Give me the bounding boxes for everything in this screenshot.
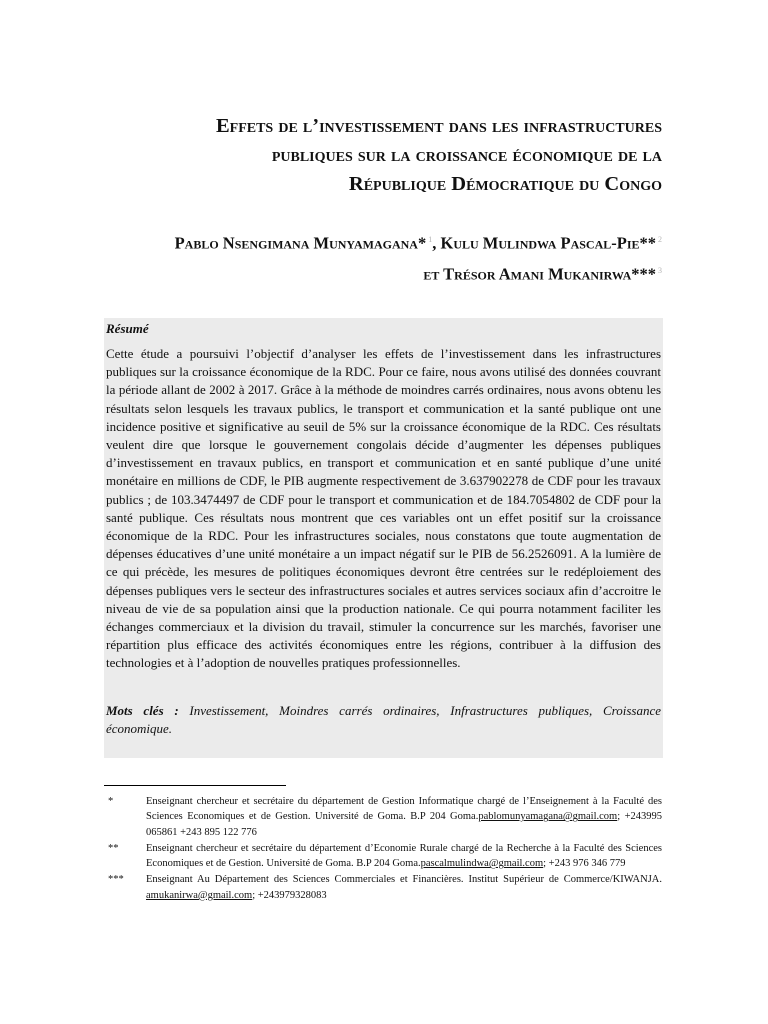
footnotes bbox=[104, 794, 662, 904]
keywords bbox=[106, 702, 661, 738]
title-line-3: République Démocratique du Congo bbox=[348, 173, 662, 195]
footnote-body: Enseignant chercheur et secrétaire du département d’Economie Rurale chargé de la Recherche à la Faculté des Sciences Economiques et de Gestion. Université de Goma. B.P 204 Goma. bbox=[146, 842, 662, 870]
footnote-body: Enseignant chercheur et secrétaire du département de Gestion Informatique chargé de l’Enseignement à la Faculté des Sciences Economiques et de Gestion. Université de Goma. B.P 204 Goma. bbox=[146, 796, 662, 823]
footnote bbox=[104, 872, 662, 903]
author-name: Pablo Nsengimana Munyamagana* bbox=[174, 233, 427, 253]
footnote-ref[interactable]: 3 bbox=[658, 265, 662, 275]
footnote-ref[interactable]: 1 bbox=[428, 235, 433, 244]
author-name: Kulu Mulindwa Pascal-Pie** bbox=[440, 233, 656, 253]
footnote-mark: * bbox=[108, 796, 114, 807]
abstract-heading: Résumé bbox=[106, 321, 149, 336]
title-line-1: Effets de l’investissement dans les infrastructures bbox=[215, 115, 662, 137]
footnote-body: Enseignant Au Département des Sciences Commerciales et Financières. Institut Supérieur de Commerce/KIWANJA. bbox=[146, 874, 662, 886]
authors-line-2 bbox=[104, 257, 662, 288]
abstract-body: Cette étude a poursuivi l’objectif d’analyser les effets de l’investissement dans les infrastructures publiques sur la croissance économique de la RDC. Pour ce faire, nous avons utilisé des données couvrant la période allant de 2002 à 2017. Grâce à la méthode de moindres carrés ordinaires, nous avons obtenu les résultats selon lesquels les travaux publics, le transport et communication et la santé publique ont une incidence positive et significative au seuil de 5% sur la croissance économique de la RDC. Ces résultats veulent dire que lorsque le gouvernement congolais décide d’augmenter les dépenses publiques d’investissement en travaux publics, en transport et communication et en santé publique d’une unité monétaire en millions de CDF, le PIB augmente respectivement de 3.637902278 de CDF pour les travaux publics ; de 103.3474497 de CDF pour le transport et communication et de 184.7054802 de CDF pour la santé publique. Ces résultats nous montrent que ces variables ont un effet positif sur la croissance économique de la RDC. Pour les infrastructures sociales, nous constatons que toute augmentation de dépenses éducatives d’une unité monétaire a un impact négatif sur le PIB de 56.2526091. A la lumière de ce qui précède, les mesures de politiques économiques devront être centrées sur le redéploiement des dépenses publiques vers le secteur des infrastructures sociales et autres services sociaux afin d’accroitre le niveau de vie de sa population ainsi que la production nationale. Ce qui pourra notamment faciliter les échanges commerciaux et la division du travail, stimuler la concurrence sur les marchés, favoriser une répartition plus efficace des activités économiques entre les régions, contribuer à la diffusion des technologies et à l’adoption de nouvelles pratiques professionnelles. bbox=[106, 346, 661, 671]
keywords-text: Investissement, Moindres carrés ordinaires, Infrastructures publiques, Croissance économique. bbox=[106, 703, 661, 736]
email-link[interactable]: pascalmulindwa@gmail.com bbox=[420, 858, 544, 870]
footnote bbox=[104, 841, 662, 872]
email-link[interactable]: pablomunyamagana@gmail.com bbox=[478, 811, 618, 823]
email-link[interactable]: amukanirwa@gmail.com bbox=[146, 889, 253, 901]
paper-title bbox=[104, 112, 662, 199]
footnote bbox=[104, 794, 662, 840]
footnote-text bbox=[146, 794, 662, 840]
author-list bbox=[104, 226, 662, 287]
footnote-text bbox=[146, 841, 662, 872]
author-separator: , bbox=[432, 233, 441, 253]
footnote-mark: *** bbox=[108, 874, 124, 886]
title-line-2: publiques sur la croissance économique de la bbox=[271, 144, 662, 166]
footnote-phone: ; +243 976 346 779 bbox=[543, 858, 626, 870]
footnote-divider bbox=[104, 785, 286, 786]
author-name: et Trésor Amani Mukanirwa*** bbox=[423, 264, 656, 283]
footnote-phone: ; +243995 065861 +243 895 122 776 bbox=[146, 811, 663, 838]
footnote-phone: ; +243979328083 bbox=[252, 889, 327, 901]
footnote-mark: ** bbox=[108, 842, 119, 854]
abstract-box bbox=[104, 318, 663, 758]
keywords-label: Mots clés : bbox=[106, 703, 179, 718]
authors-line-1 bbox=[104, 226, 662, 257]
footnote-ref[interactable]: 2 bbox=[658, 235, 662, 244]
footnote-text bbox=[146, 872, 662, 903]
